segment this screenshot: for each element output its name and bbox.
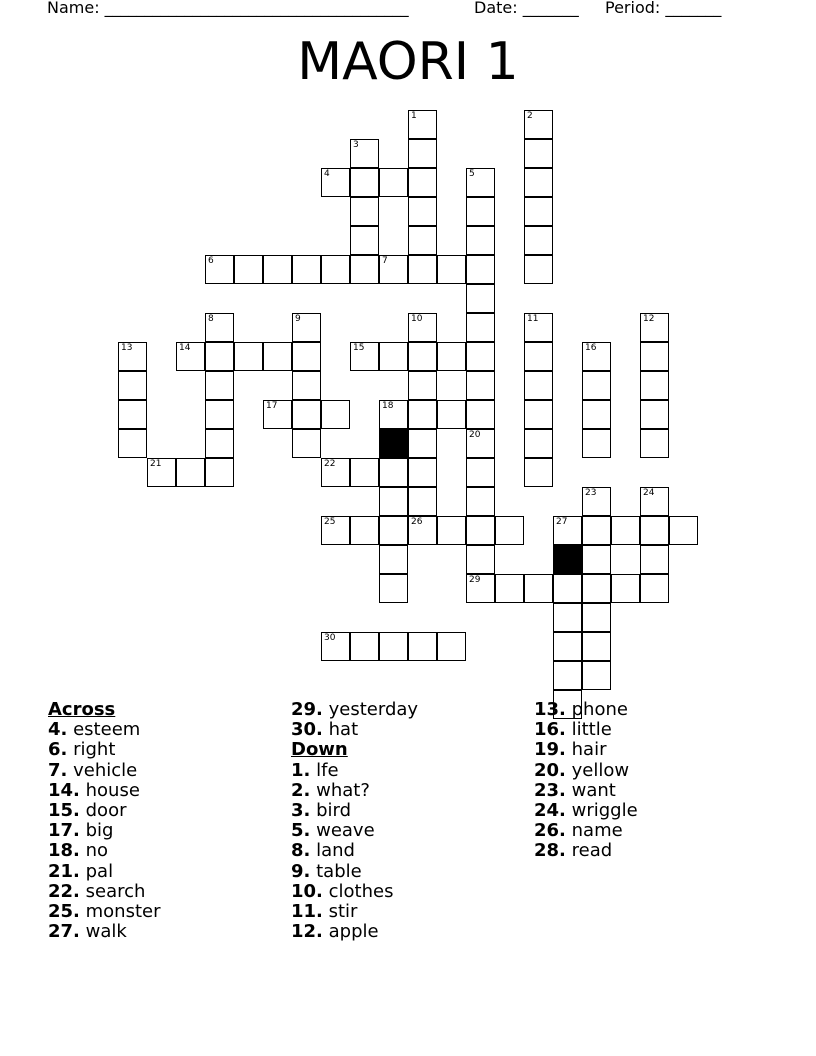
grid-cell[interactable]: [379, 400, 408, 429]
grid-cell[interactable]: [524, 168, 553, 197]
grid-cell[interactable]: [466, 574, 495, 603]
clue-across: 4. esteem: [48, 719, 141, 741]
clue-number: 16: [585, 343, 597, 353]
grid-cell[interactable]: [466, 487, 495, 516]
clue-down: 10. clothes: [291, 880, 394, 902]
grid-cell[interactable]: [408, 516, 437, 545]
clue-across: 22. search: [48, 880, 146, 902]
grid-cell[interactable]: [466, 516, 495, 545]
grid-cell[interactable]: [524, 574, 553, 603]
date-field[interactable]: Date: _______: [474, 0, 579, 17]
grid-cell[interactable]: [321, 458, 350, 487]
grid-cell[interactable]: [205, 429, 234, 458]
grid-cell[interactable]: [176, 458, 205, 487]
clue-number: 27: [556, 517, 568, 527]
grid-cell[interactable]: [408, 429, 437, 458]
grid-cell[interactable]: [408, 139, 437, 168]
grid-cell[interactable]: [408, 400, 437, 429]
grid-cell[interactable]: [437, 342, 466, 371]
grid-cell[interactable]: [350, 516, 379, 545]
clue-across: 25. monster: [48, 901, 161, 923]
clue-down: 8. land: [291, 840, 355, 862]
grid-cell[interactable]: [205, 458, 234, 487]
grid-cell[interactable]: [640, 545, 669, 574]
grid-cell[interactable]: [379, 487, 408, 516]
grid-cell[interactable]: [176, 342, 205, 371]
clue-number: 1: [411, 111, 417, 121]
clue-across: 27. walk: [48, 921, 127, 943]
grid-cell[interactable]: [582, 603, 611, 632]
grid-cell[interactable]: [205, 255, 234, 284]
grid-cell[interactable]: [408, 197, 437, 226]
clue-down: 23. want: [534, 779, 616, 801]
grid-cell[interactable]: [466, 429, 495, 458]
grid-cell[interactable]: [524, 139, 553, 168]
grid-cell[interactable]: [205, 400, 234, 429]
grid-cell[interactable]: [524, 429, 553, 458]
grid-cell[interactable]: [524, 197, 553, 226]
grid-cell[interactable]: [292, 429, 321, 458]
grid-cell[interactable]: [321, 400, 350, 429]
clue-column-1: [48, 700, 161, 942]
clue-number: 22: [324, 459, 336, 469]
clue-across: 7. vehicle: [48, 759, 138, 781]
grid-cell[interactable]: [292, 313, 321, 342]
grid-cell[interactable]: [582, 342, 611, 371]
grid-cell[interactable]: [466, 545, 495, 574]
grid-cell[interactable]: [408, 313, 437, 342]
grid-cell[interactable]: [379, 342, 408, 371]
grid-cell[interactable]: [524, 342, 553, 371]
grid-cell[interactable]: [350, 632, 379, 661]
grid-cell[interactable]: [524, 458, 553, 487]
clue-number: 13: [121, 343, 133, 353]
grid-cell[interactable]: [234, 255, 263, 284]
grid-cell[interactable]: [582, 632, 611, 661]
grid-cell[interactable]: [582, 574, 611, 603]
clue-number: 9: [295, 314, 301, 324]
blocked-cell: [379, 429, 408, 458]
grid-cell[interactable]: [669, 516, 698, 545]
grid-cell[interactable]: [524, 313, 553, 342]
grid-cell[interactable]: [495, 516, 524, 545]
grid-cell[interactable]: [524, 371, 553, 400]
grid-cell[interactable]: [553, 603, 582, 632]
clue-number: 10: [411, 314, 423, 324]
grid-cell[interactable]: [640, 429, 669, 458]
grid-cell[interactable]: [640, 400, 669, 429]
grid-cell[interactable]: [582, 487, 611, 516]
grid-cell[interactable]: [350, 458, 379, 487]
grid-cell[interactable]: [292, 255, 321, 284]
clue-number: 7: [382, 256, 388, 266]
grid-cell[interactable]: [524, 400, 553, 429]
grid-cell[interactable]: [205, 313, 234, 342]
grid-cell[interactable]: [292, 371, 321, 400]
grid-cell[interactable]: [321, 632, 350, 661]
clue-down: 11. stir: [291, 901, 358, 923]
clue-down: 3. bird: [291, 800, 352, 822]
grid-cell[interactable]: [350, 342, 379, 371]
clue-number: 20: [469, 430, 481, 440]
grid-cell[interactable]: [582, 661, 611, 690]
grid-cell[interactable]: [466, 284, 495, 313]
grid-cell[interactable]: [205, 371, 234, 400]
grid-cell[interactable]: [466, 371, 495, 400]
clue-number: 25: [324, 517, 336, 527]
clue-number: 15: [353, 343, 365, 353]
clue-down: 12. apple: [291, 921, 379, 943]
grid-cell[interactable]: [553, 661, 582, 690]
grid-cell[interactable]: [524, 110, 553, 139]
grid-cell[interactable]: [408, 458, 437, 487]
blocked-cell: [553, 545, 582, 574]
clue-number: 5: [469, 169, 475, 179]
grid-cell[interactable]: [118, 342, 147, 371]
grid-cell[interactable]: [466, 226, 495, 255]
grid-cell[interactable]: [263, 400, 292, 429]
grid-cell[interactable]: [234, 342, 263, 371]
grid-cell[interactable]: [582, 400, 611, 429]
clue-number: 6: [208, 256, 214, 266]
grid-cell[interactable]: [466, 197, 495, 226]
clue-number: 4: [324, 169, 330, 179]
grid-cell[interactable]: [437, 255, 466, 284]
grid-cell[interactable]: [379, 632, 408, 661]
clue-down: 26. name: [534, 820, 623, 842]
grid-cell[interactable]: [408, 110, 437, 139]
clue-down: 19. hair: [534, 739, 607, 761]
grid-cell[interactable]: [437, 632, 466, 661]
clue-number: 21: [150, 459, 162, 469]
grid-cell[interactable]: [466, 255, 495, 284]
grid-cell[interactable]: [292, 400, 321, 429]
grid-cell[interactable]: [350, 139, 379, 168]
grid-cell[interactable]: [321, 168, 350, 197]
grid-cell[interactable]: [408, 487, 437, 516]
clue-number: 2: [527, 111, 533, 121]
grid-cell[interactable]: [466, 400, 495, 429]
clue-number: 26: [411, 517, 423, 527]
clue-down: 13. phone: [534, 699, 628, 720]
grid-cell[interactable]: [379, 545, 408, 574]
grid-cell[interactable]: [466, 458, 495, 487]
grid-cell[interactable]: [640, 574, 669, 603]
grid-cell[interactable]: [379, 458, 408, 487]
grid-cell[interactable]: [611, 574, 640, 603]
clue-down: 1. lfe: [291, 759, 339, 781]
clue-number: 3: [353, 140, 359, 150]
clue-down: 5. weave: [291, 820, 375, 842]
clue-number: 14: [179, 343, 191, 353]
clue-down: 9. table: [291, 860, 362, 882]
puzzle-title: MAORI 1: [297, 32, 519, 92]
down-heading: Down: [291, 739, 348, 761]
clue-down: 2. what?: [291, 779, 370, 801]
grid-cell[interactable]: [553, 574, 582, 603]
grid-cell[interactable]: [321, 255, 350, 284]
grid-cell[interactable]: [640, 516, 669, 545]
grid-cell[interactable]: [640, 342, 669, 371]
grid-cell[interactable]: [118, 371, 147, 400]
grid-cell[interactable]: [350, 197, 379, 226]
grid-cell[interactable]: [466, 313, 495, 342]
grid-cell[interactable]: [582, 516, 611, 545]
period-field[interactable]: Period: _______: [605, 0, 722, 17]
grid-cell[interactable]: [350, 255, 379, 284]
clue-number: 30: [324, 633, 336, 643]
grid-cell[interactable]: [553, 632, 582, 661]
grid-cell[interactable]: [379, 574, 408, 603]
grid-cell[interactable]: [466, 342, 495, 371]
grid-cell[interactable]: [640, 487, 669, 516]
clue-across: 30. hat: [291, 719, 359, 741]
clue-number: 11: [527, 314, 539, 324]
grid-cell[interactable]: [408, 371, 437, 400]
name-field[interactable]: Name: ______________________________________: [47, 0, 409, 17]
clue-across: 17. big: [48, 820, 114, 842]
grid-cell[interactable]: [524, 255, 553, 284]
grid-cell[interactable]: [495, 574, 524, 603]
clue-down: 28. read: [534, 840, 613, 862]
clue-across: 18. no: [48, 840, 109, 862]
grid-cell[interactable]: [263, 342, 292, 371]
grid-cell[interactable]: [640, 313, 669, 342]
grid-cell[interactable]: [379, 516, 408, 545]
grid-cell[interactable]: [379, 168, 408, 197]
grid-cell[interactable]: [118, 400, 147, 429]
grid-cell[interactable]: [582, 545, 611, 574]
across-heading: Across: [48, 699, 116, 720]
grid-cell[interactable]: [466, 168, 495, 197]
grid-cell[interactable]: [408, 226, 437, 255]
grid-cell[interactable]: [408, 255, 437, 284]
grid-cell[interactable]: [147, 458, 176, 487]
grid-cell[interactable]: [379, 255, 408, 284]
clue-column-3: [534, 700, 638, 862]
clue-number: 23: [585, 488, 597, 498]
grid-cell[interactable]: [582, 429, 611, 458]
clue-number: 12: [643, 314, 655, 324]
grid-cell[interactable]: [408, 632, 437, 661]
grid-cell[interactable]: [582, 371, 611, 400]
clue-across: 6. right: [48, 739, 116, 761]
grid-cell[interactable]: [350, 226, 379, 255]
clue-across: 14. house: [48, 779, 140, 801]
grid-cell[interactable]: [553, 516, 582, 545]
clue-down: 20. yellow: [534, 759, 630, 781]
clue-number: 18: [382, 401, 394, 411]
clue-down: 24. wriggle: [534, 800, 638, 822]
grid-cell[interactable]: [321, 516, 350, 545]
clue-number: 8: [208, 314, 214, 324]
grid-cell[interactable]: [640, 371, 669, 400]
grid-cell[interactable]: [205, 342, 234, 371]
grid-cell[interactable]: [437, 516, 466, 545]
grid-cell[interactable]: [408, 168, 437, 197]
clue-number: 17: [266, 401, 278, 411]
grid-cell[interactable]: [437, 400, 466, 429]
clue-column-2: [291, 700, 418, 942]
grid-cell[interactable]: [611, 516, 640, 545]
grid-cell[interactable]: [350, 168, 379, 197]
clue-number: 29: [469, 575, 481, 585]
clue-across: 15. door: [48, 800, 127, 822]
grid-cell[interactable]: [292, 342, 321, 371]
grid-cell[interactable]: [118, 429, 147, 458]
grid-cell[interactable]: [408, 342, 437, 371]
clue-down: 16. little: [534, 719, 612, 741]
grid-cell[interactable]: [524, 226, 553, 255]
clue-across: 21. pal: [48, 860, 114, 882]
clue-number: 24: [643, 488, 655, 498]
clue-across: 29. yesterday: [291, 699, 419, 720]
grid-cell[interactable]: [263, 255, 292, 284]
